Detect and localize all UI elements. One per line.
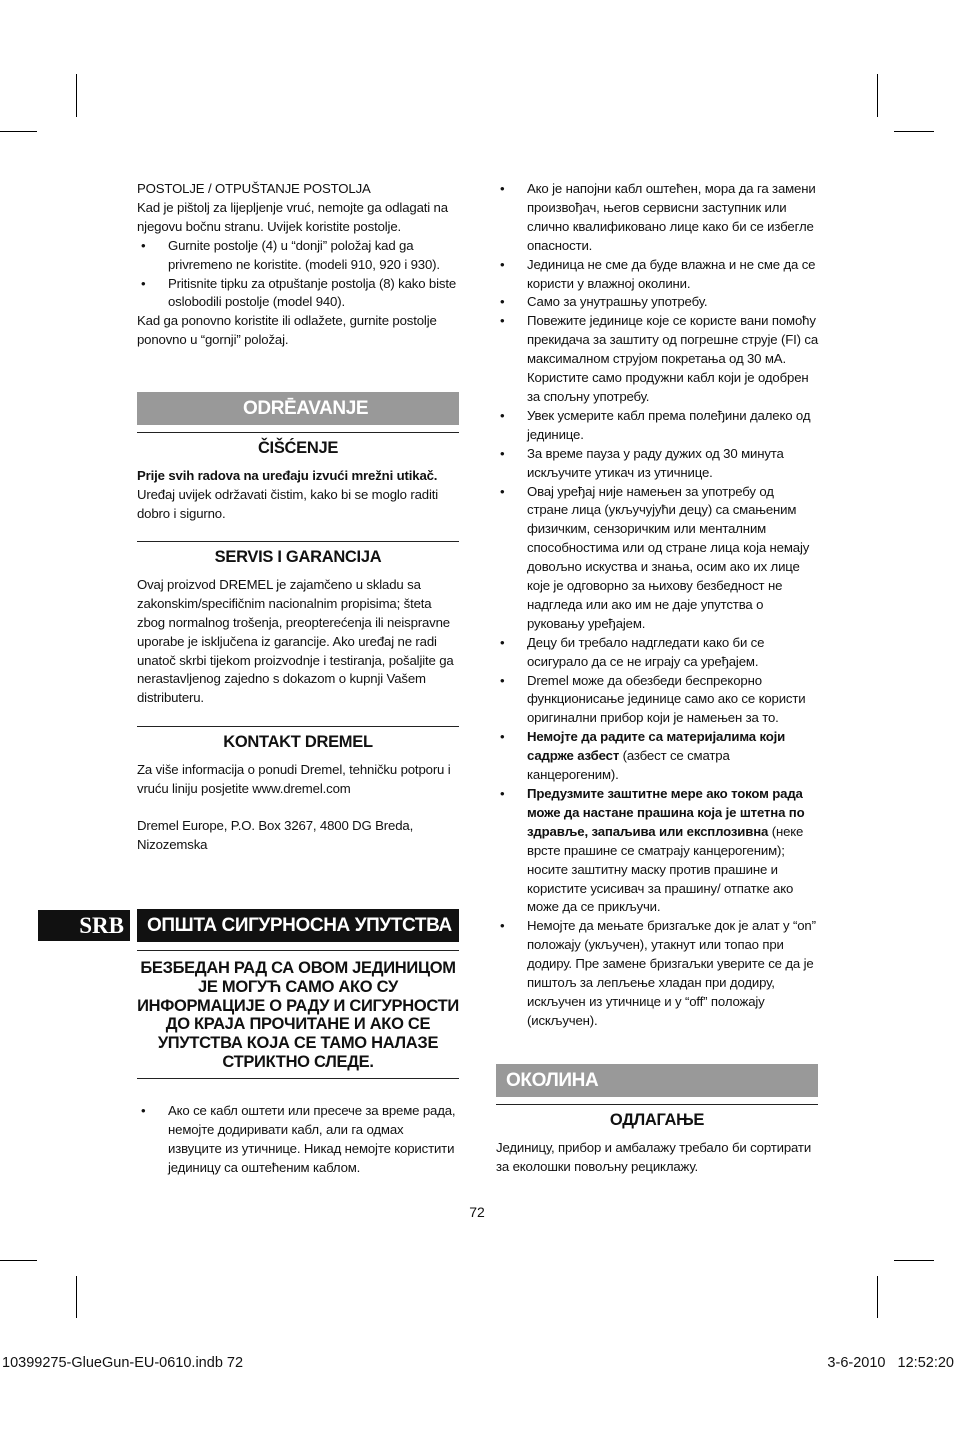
- list-item: • Pritisnite tipku za otpuštanje postolja (8) kako biste oslobodili postolje (model 940).: [137, 275, 459, 313]
- asbestos-text: (азбест се сматра канцерогеним).: [527, 748, 730, 783]
- stand-title: POSTOLJE / OTPUŠTANJE POSTOLJA: [137, 181, 371, 196]
- list-item: • Само за унутрашњу употребу.: [496, 293, 818, 312]
- list-item: • Увек усмерите кабл према полеђини далеко од јединице.: [496, 407, 818, 445]
- list-item: • Децу би требало надгледати како би се осигурало да се не играју са уређајем.: [496, 634, 818, 672]
- list-item: • Повежите јединице које се користе вани помоћу прекидача за заштиту од погрешне струје (FI) са максималном струјом покретања од 30 мА. Користите само продужни кабл који је одобрен за спољну употребу.: [496, 312, 818, 407]
- right-column: [496, 180, 818, 1177]
- safety-section-bar: ОПШТА СИГУРНОСНА УПУТСТВА: [137, 909, 459, 942]
- stand-outro: Kad ga ponovno koristite ili odlažete, gurnite postolje ponovno u “gornji” položaj.: [137, 313, 437, 348]
- list-item: • Јединица не сме да буде влажна и не сме да се користи у влажној околини.: [496, 256, 818, 294]
- cleaning-text: Uređaj uvijek održavati čistim, kako bi se moglo raditi dobro i sigurno.: [137, 487, 439, 521]
- footer-timestamp: 3-6-2010 12:52:20: [827, 1355, 954, 1371]
- cleaning-warning: Prije svih radova na uređaju izvući mrežni utikač.: [137, 468, 438, 484]
- safety-bullet-list-continued: [496, 180, 818, 1031]
- crop-mark: [894, 1260, 934, 1261]
- environment-section-bar: ОКОЛИНА: [496, 1064, 818, 1097]
- dust-warning: Предузмите заштитне мере ако током рада може да настане прашина која је штетна по здравље, запаљива или експлозивна: [527, 786, 805, 839]
- contact-paragraph: Za više informacija o ponudi Dremel, tehničku potporu i vruću liniju posjetite www.dremel.com: [137, 762, 451, 797]
- crop-mark: [76, 1276, 77, 1318]
- cleaning-paragraph: [137, 467, 459, 524]
- crop-mark: [877, 74, 878, 117]
- stand-intro: Kad je pištolj za lijepljenje vruć, nemojte ga odlagati na njegovu bočnu stranu. Uvijek koristite postolje.: [137, 199, 448, 234]
- disposal-heading: ОДЛАГАЊЕ: [496, 1104, 818, 1139]
- dust-text: (неке врсте прашине се сматрају канцерогеним); носите заштитну маску против прашине и користите усисивач за прашину/ отпатке ако може да се прикључи.: [527, 823, 804, 915]
- disposal-paragraph: Јединицу, прибор и амбалажу требало би сортирати за еколошки повољну рециклажу.: [496, 1139, 812, 1174]
- service-paragraph: Ovaj proizvod DREMEL je zajamčeno u skladu sa zakonskim/specifičnim nacionalnim propisima; šteta zbog normalnog trošenja, preopterećenja ili neispravne uporabe je isključena iz garancije. Ako uređaj ne radi unatoč skrbi tijekom proizvodnje i testiranja, pošaljite ga nerastavljenog zajedno s dokazom o kupnji Vašem distributeru.: [137, 576, 454, 706]
- list-item: • Ако је напојни кабл оштећен, мора да га замени произвођач, његов сервисни заступник или слично квалификовано лице како би се избегле опасности.: [496, 180, 818, 256]
- company-address: Dremel Europe, P.O. Box 3267, 4800 DG Breda, Nizozemska: [137, 818, 414, 852]
- list-item: • Ако се кабл оштети или пресече за време рада, немојте додиривати кабл, али га одмах извуците из утичнице. Никад немојте користити јединицу са оштећеним каблом.: [137, 1102, 459, 1178]
- asbestos-warning: Немојте да радите са материјалима који садрже азбест: [527, 729, 786, 764]
- safety-warning: БЕЗБЕДАН РАД СА ОВОМ ЈЕДИНИЦОМ ЈЕ МОГУЋ САМО АКО СУ ИНФОРМАЦИЈЕ О РАДУ И СИГУРНОСТИ ДО КРАЈА ПРОЧИТАНЕ И АКО СЕ УПУТСТВА КОЈА СЕ ТАМО НАЛАЗЕ СТРИКТНО СЛЕДЕ.: [137, 950, 459, 1079]
- contact-heading: KONTAKT DREMEL: [137, 726, 459, 761]
- maintenance-section-bar: ODRĒAVANJE: [137, 392, 459, 425]
- list-item: [496, 728, 818, 785]
- cleaning-heading: ČIŠĆENJE: [137, 432, 459, 467]
- list-item: • Gurnite postolje (4) u “donji” položaj kad ga privremeno ne koristite. (modeli 910, 920 i 930).: [137, 237, 459, 275]
- service-heading: SERVIS I GARANCIJA: [137, 541, 459, 576]
- list-item: • За време пауза у раду дужих од 30 минута искључите утикач из утичнице.: [496, 445, 818, 483]
- crop-mark: [0, 131, 37, 132]
- list-item: • Немојте да мењате бризгаљке док је алат у “on” положају (укључен), утакнут или топао при додиру. Пре замене бризгаљки уверите се да је пиштољ за лепљење хладан при додиру, искључен из утичнице и у “off” положају (искључен).: [496, 917, 818, 1030]
- crop-mark: [0, 1260, 37, 1261]
- stand-bullet-list: [137, 237, 459, 313]
- language-tab: SRB: [38, 910, 130, 941]
- list-item: • Dremel може да обезбеди беспрекорно функционисање јединице само ако се користи оригинални прибор који је намењен за то.: [496, 672, 818, 729]
- crop-mark: [877, 1276, 878, 1318]
- footer-file-info: 10399275-GlueGun-EU-0610.indb 72: [2, 1355, 244, 1371]
- crop-mark: [894, 131, 934, 132]
- page-number: 72: [469, 1204, 485, 1220]
- safety-bullet-list: [137, 1102, 459, 1178]
- crop-mark: [76, 74, 77, 117]
- list-item: [496, 785, 818, 917]
- list-item: • Овај уређај није намењен за употребу од стране лица (укључујући децу) са смањеним физичким, сензоричким или менталним способностима или од стране лица која немају довољно искуства и знања, осим ако их лице које је одговорно за њихову безбедност не надгледа или ако им не даје упутства о руковању уређајем.: [496, 483, 818, 634]
- left-column: [137, 180, 459, 855]
